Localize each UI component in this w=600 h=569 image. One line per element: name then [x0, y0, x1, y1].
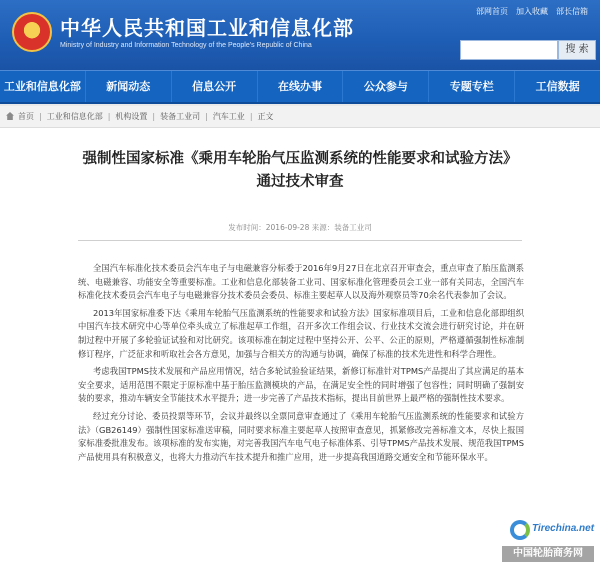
main-nav — [0, 70, 600, 104]
article-body — [78, 262, 524, 468]
article-meta: 发布时间：2016-09-28 来源：装备工业司 — [228, 223, 372, 232]
breadcrumb-org[interactable]: 机构设置 — [115, 112, 148, 121]
breadcrumb-separator: | — [39, 112, 42, 121]
breadcrumb-current: 正文 — [257, 112, 274, 121]
breadcrumb-miit[interactable]: 工业和信息化部 — [46, 112, 103, 121]
national-emblem-icon: ★ — [12, 12, 52, 52]
breadcrumb-home[interactable]: 首页 — [18, 112, 34, 121]
article-paragraph: 经过充分讨论、委员投票等环节，会议并最终以全票同意审查通过了《乘用车轮胎气压监测系统的性能要求和试验方法》（GB26149）强制性国家标准送审稿，同时要求标准主要起草人按照审查意见，抓紧修改完善标准文本，尽快上报国家标准委批准发布。该项标准的发布实施，对完善我国汽车电气电子标准体系、引导TPMS产品技术发展、规范我国TPMS产品使用具有积极意义，也将大力推动汽车技术提升和推广应用，进一步提高我国道路交通安全和节能环保水平。 — [78, 410, 524, 462]
top-link-home[interactable]: 部网首页 — [476, 7, 508, 16]
nav-item-news[interactable]: 新闻动态 — [86, 71, 172, 102]
article-title-line1: 强制性国家标准《乘用车轮胎气压监测系统的性能要求和试验方法》 — [82, 151, 518, 167]
watermark-name: 中国轮胎商务网 — [502, 546, 594, 562]
article-container — [0, 128, 600, 569]
breadcrumb-separator: | — [249, 112, 253, 121]
nav-item-miit[interactable]: 工业和信息化部 — [0, 71, 86, 102]
site-header — [0, 0, 600, 70]
article-title — [60, 148, 540, 194]
breadcrumb — [0, 106, 600, 128]
search-button[interactable]: 搜 索 — [558, 40, 596, 60]
search-input[interactable] — [460, 40, 558, 60]
breadcrumb-equipment[interactable]: 装备工业司 — [160, 112, 201, 121]
top-link-favorite[interactable]: 加入收藏 — [516, 7, 548, 16]
nav-item-info-disclosure[interactable]: 信息公开 — [172, 71, 258, 102]
nav-item-online-services[interactable]: 在线办事 — [258, 71, 344, 102]
article-paragraph: 考虑我国TPMS技术发展和产品应用情况，结合多轮试验验证结果，新修订标准针对TPMS产品提出了其应满足的基本安全要求，适用范围不限定于原标准中基于胎压监测模块的产品，在满足安全性的同时增强了包容性；同时明确了强制安装的要求，推动车辆安全节能技术水平提升；进一步完善了产品技术指标，提出目前世界上最严格的强制性技术要求。 — [78, 366, 524, 404]
site-title[interactable]: 中华人民共和国工业和信息化部 — [60, 16, 354, 40]
article-paragraph: 2013年国家标准委下达《乘用车轮胎气压监测系统的性能要求和试验方法》国家标准项目后，工业和信息化部即组织中国汽车技术研究中心等单位牵头成立了标准起草工作组，召开多次工作组会议、行业技术交流会进行研究讨论，并在研制过程中开展了多轮验证试验和对比研究。该项标准在制定过程中坚持公开、公平、公正的原则，严格遵循强制性标准制修订程序，广泛征求和听取社会各方意见，加强与合相关方的沟通与协调，确保了标准的技术先进性和科学合理性。 — [78, 307, 524, 359]
breadcrumb-separator: | — [152, 112, 156, 121]
divider — [78, 240, 522, 241]
watermark-url: Tirechina.net — [532, 523, 595, 534]
nav-item-data[interactable]: 工信数据 — [535, 80, 580, 93]
article-title-line2: 通过技术审查 — [256, 174, 344, 190]
watermark — [492, 520, 596, 566]
home-icon — [6, 112, 14, 120]
breadcrumb-separator: | — [205, 112, 208, 121]
breadcrumb-separator: | — [107, 112, 111, 121]
top-links — [476, 6, 588, 17]
nav-item-public-participation[interactable]: 公众参与 — [343, 71, 429, 102]
nav-item-special-topics[interactable]: 专题专栏 — [429, 71, 515, 102]
site-subtitle: Ministry of Industry and Information Technology of the People's Republic of China — [60, 42, 312, 49]
tire-logo-icon — [510, 520, 530, 540]
top-link-mailbox[interactable]: 部长信箱 — [556, 7, 588, 16]
article-paragraph: 全国汽车标准化技术委员会汽车电子与电磁兼容分标委于2016年9月27日在北京召开审查会，重点审查了胎压监测系统、电磁兼容、功能安全等重要标准。工业和信息化部装备工业司、国家标准化管理委员会工业一部有关同志，全国汽车标准化技术委员会汽车电子与电磁兼容分技术委员会委员、标准主要起草人以及海外观察员等70余名代表参加了会议。 — [78, 263, 524, 301]
breadcrumb-auto[interactable]: 汽车工业 — [212, 112, 245, 121]
